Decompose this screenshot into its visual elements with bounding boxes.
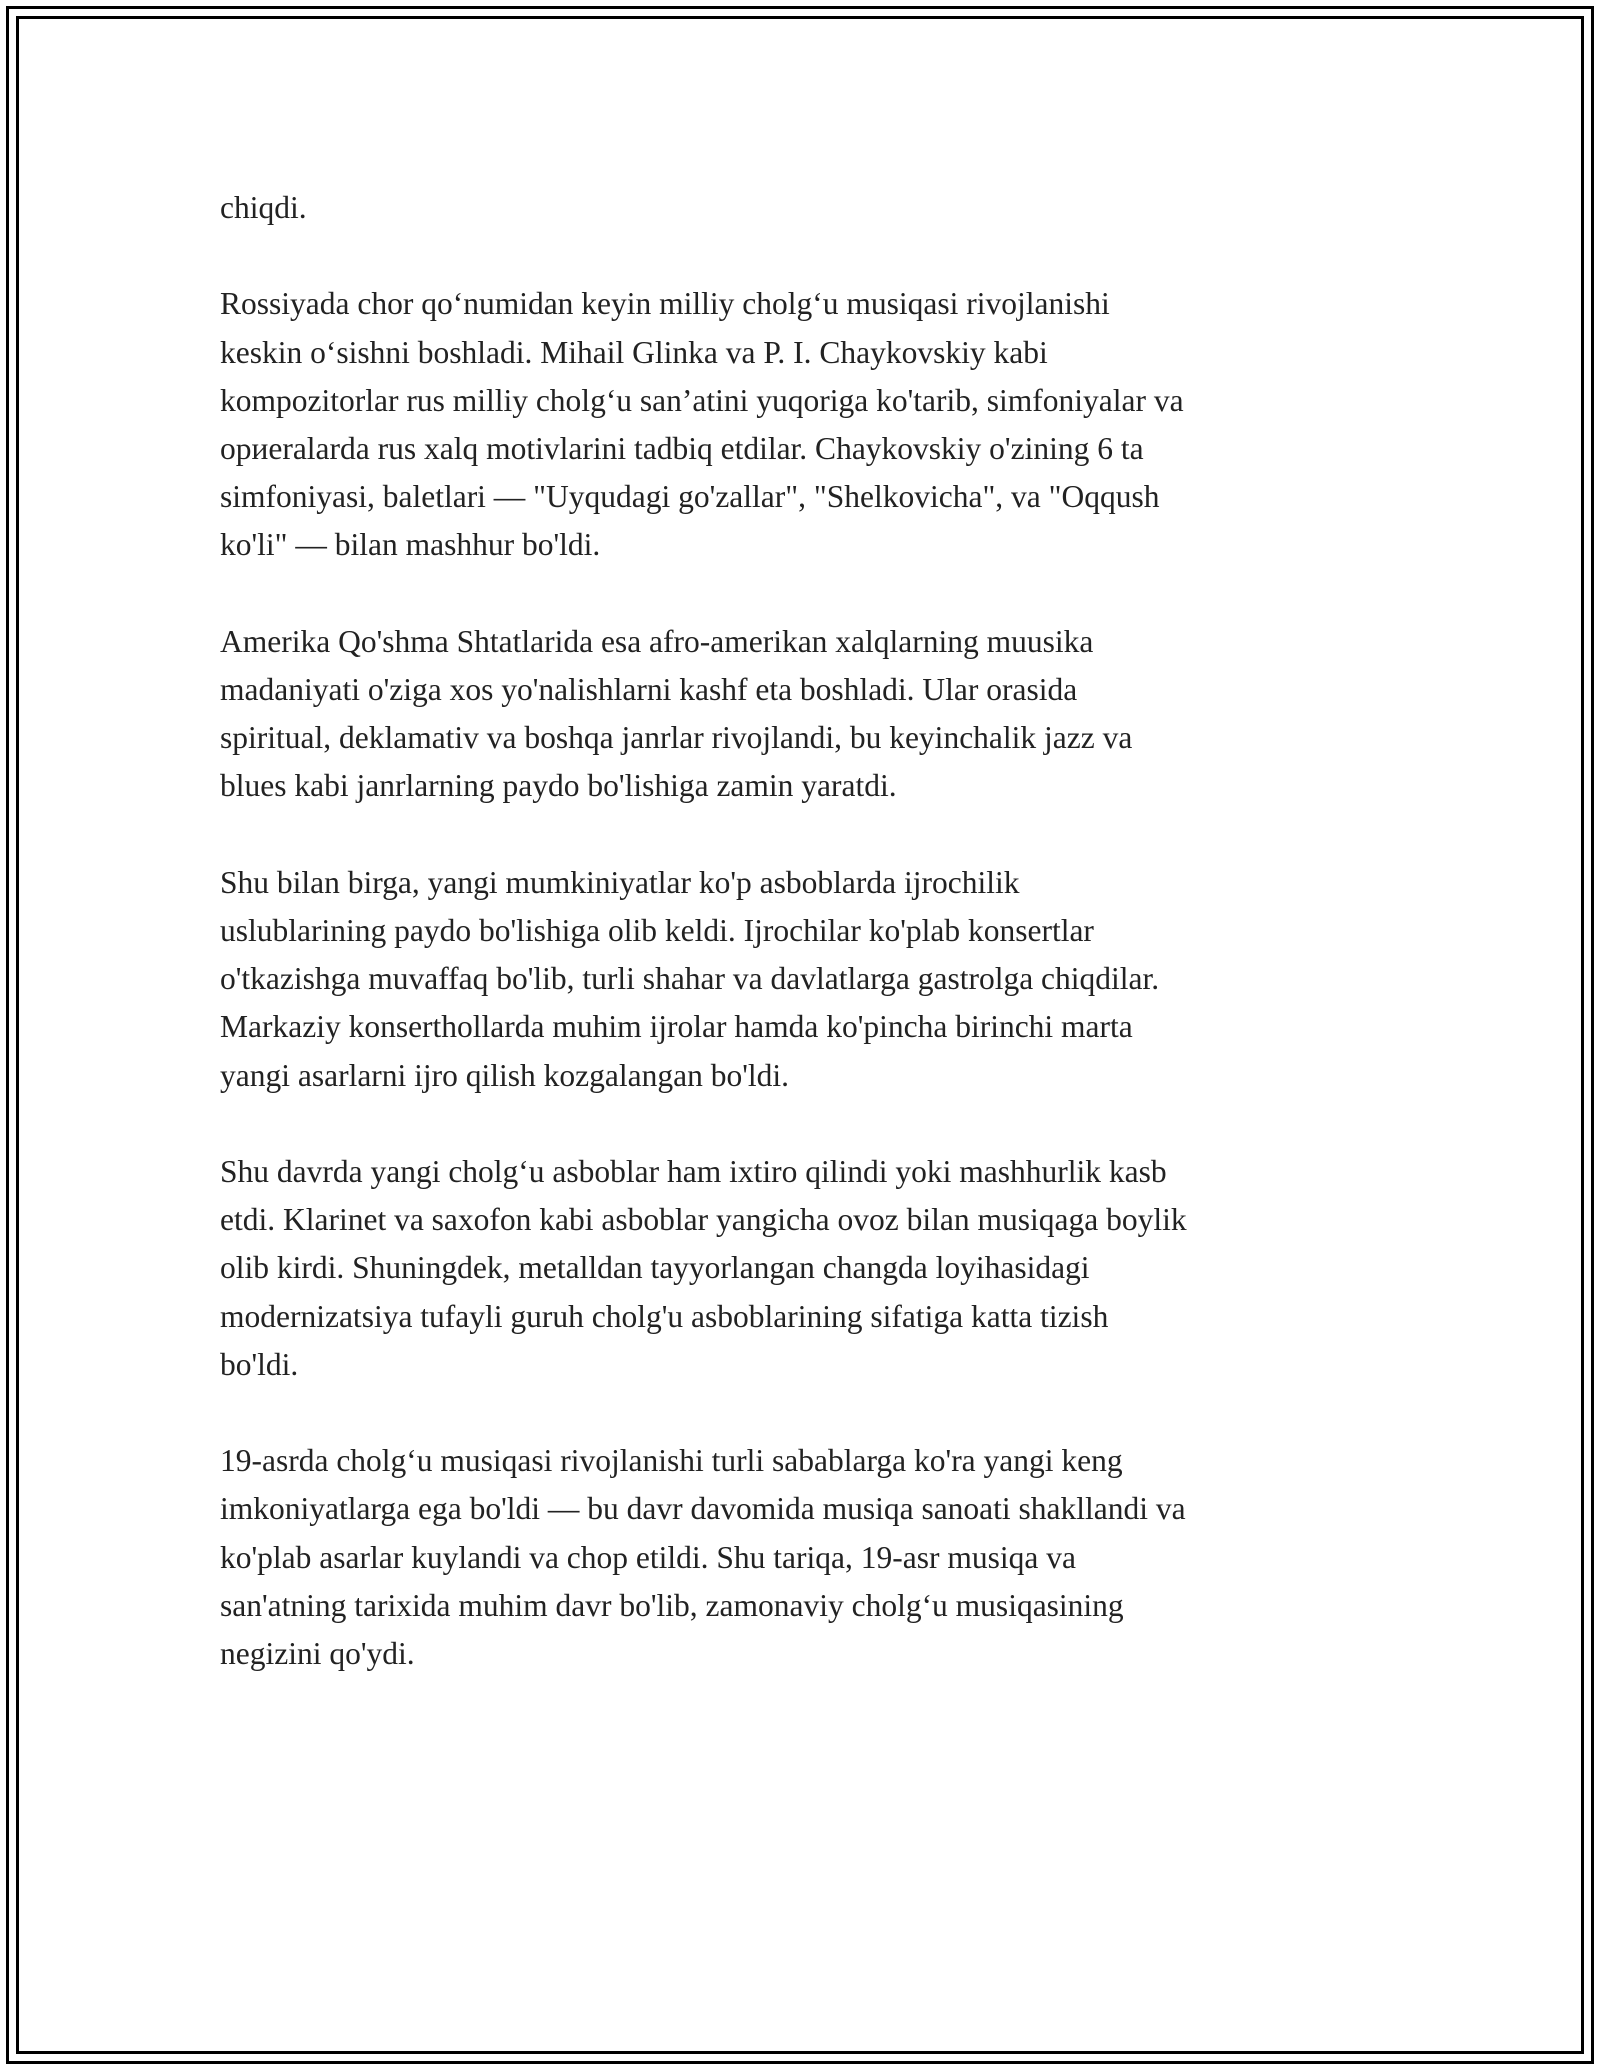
paragraph-russia: Rossiyada chor qo‘numidan keyin milliy cholg‘u musiqasi rivojlanishi keskin o‘sishni boshladi. Mihail Glinka va P. I. Chaykovskiy kabi kompozitorlar rus milliy cholg‘u san’atini yuqoriga ko'tarib, simfoniyalar va opиeralarda rus xalq motivlarini tadbiq etdilar. Chaykovskiy o'zining 6 ta simfoniyasi, baletlari — "Uyqudagi go'zallar", "Shelkovicha", va "Oqqush ko'li" — bilan mashhur bo'ldi.: [220, 286, 1184, 563]
paragraph-performers: Shu bilan birga, yangi mumkiniyatlar ko'p asboblarda ijrochilik uslublarining paydo bo'lishiga olib keldi. Ijrochilar ko'plab konsertlar o'tkazishga muvaffaq bo'lib, turli shahar va davlatlarga gastrolga chiqdilar. Markaziy konserthollarda muhim ijrolar hamda ko'pincha birinchi marta yangi asarlarni ijro qilish kozgalangan bo'ldi.: [220, 864, 1160, 1093]
paragraph-america: Amerika Qo'shma Shtatlarida esa afro-amerikan xalqlarning muusika madaniyati o'ziga xos yo'nalishlarni kashf eta boshladi. Ular orasida spiritual, deklamativ va boshqa janrlar rivojlandi, bu keyinchalik jazz va blues kabi janrlarning paydo bo'lishiga zamin yaratdi.: [220, 623, 1133, 804]
paragraph-conclusion: 19-asrda cholg‘u musiqasi rivojlanishi turli sabablarga ko'ra yangi keng imkoniyatlarga ega bo'ldi — bu davr davomida musiqa sanoati shakllandi va ko'plab asarlar kuylandi va chop etildi. Shu tariqa, 19-asr musiqa va san'atning tarixida muhim davr bo'lib, zamonaviy cholg‘u musiqasining negizini qo'ydi.: [220, 1443, 1186, 1672]
paragraph-continuation: chiqdi.: [220, 190, 307, 225]
document-body: [220, 184, 1360, 1726]
paragraph-instruments: Shu davrda yangi cholg‘u asboblar ham ixtiro qilindi yoki mashhurlik kasb etdi. Klarinet va saxofon kabi asboblar yangicha ovoz bilan musiqaga boylik olib kirdi. Shuningdek, metalldan tayyorlangan changda loyihasidagi modernizatsiya tufayli guruh cholg'u asboblarining sifatiga katta tizish bo'ldi.: [220, 1154, 1187, 1382]
